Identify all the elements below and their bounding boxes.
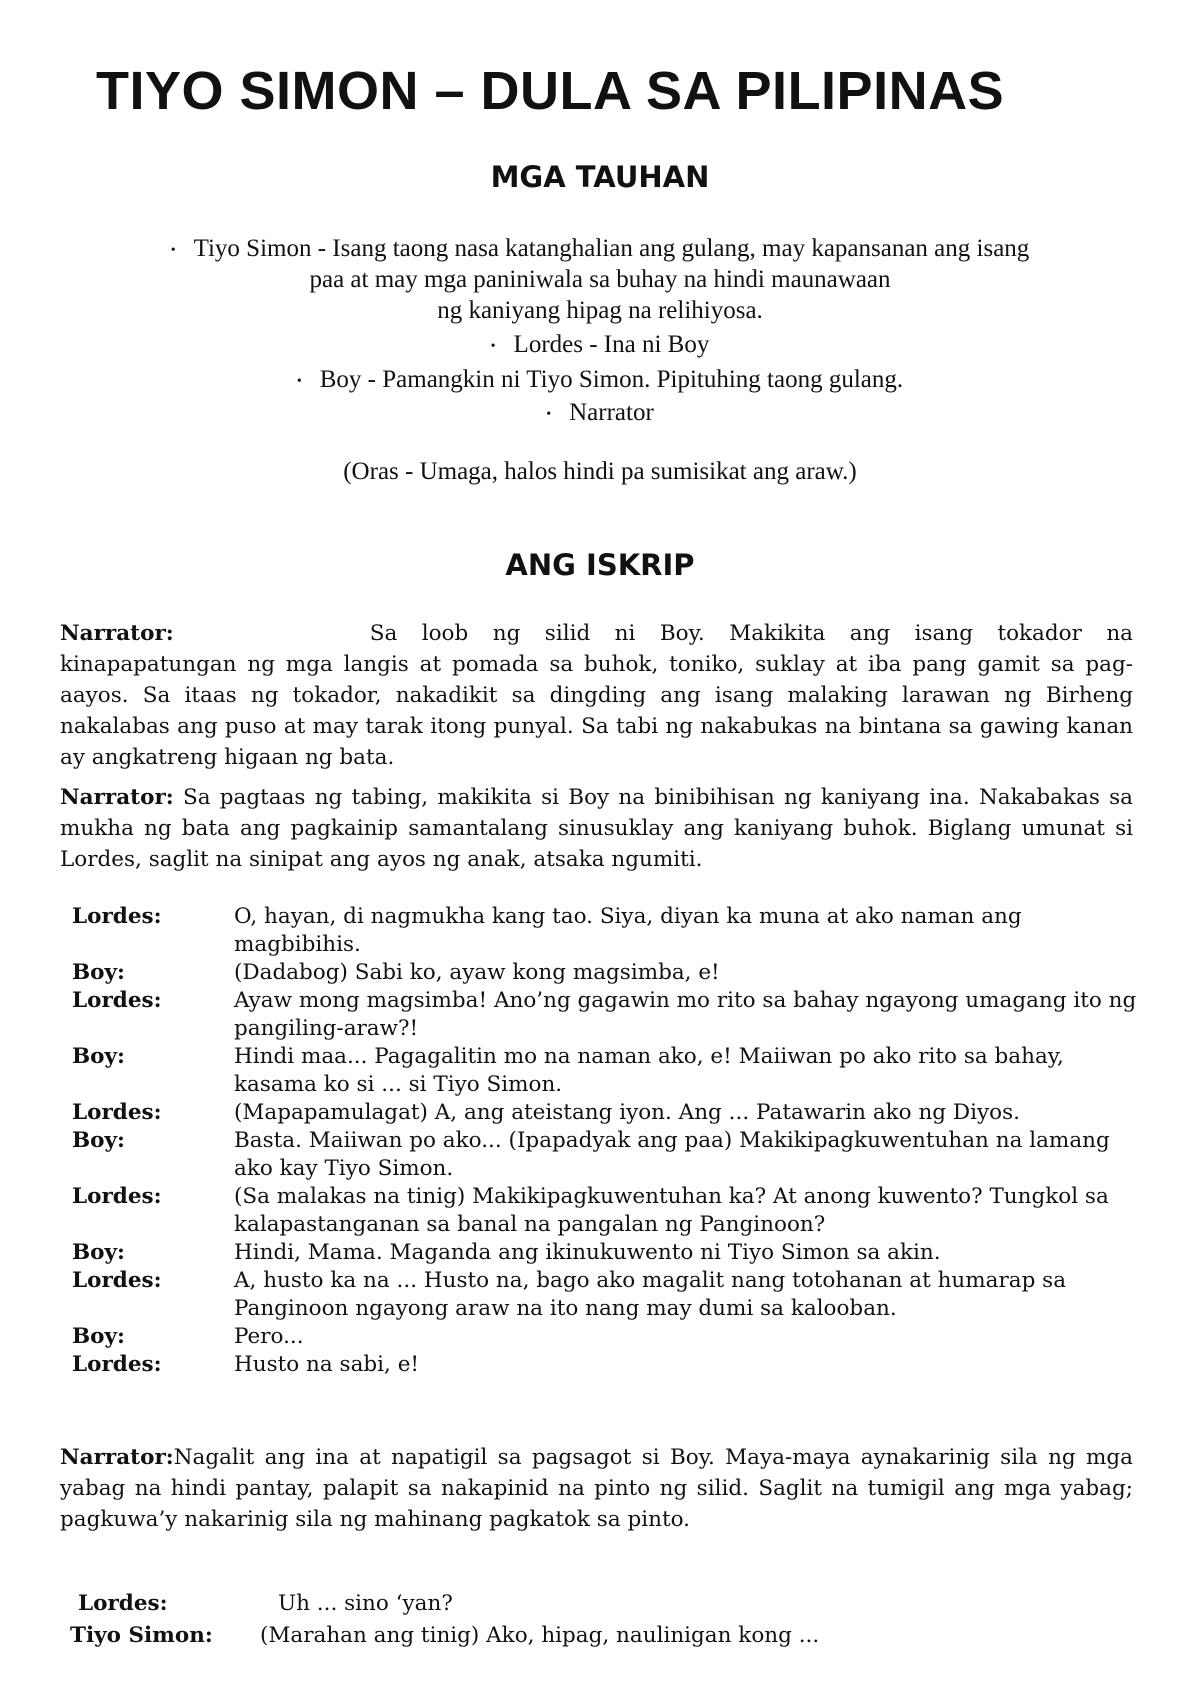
bullet-icon: • (546, 406, 552, 422)
cast-item-tiyo-simon-cont: paa at may mga paniniwala sa buhay na hindi maunawaan (309, 266, 891, 293)
dialogue-row (72, 959, 1152, 987)
document-title: TIYO SIMON – DULA SA PILIPINAS (96, 61, 1005, 121)
dialogue-text: Uh ... sino ‘yan? (278, 1591, 453, 1616)
dialogue-text: Basta. Maiiwan po ako... (Ipapadyak ang paa) Makikipagkuwentuhan na lamang ako kay Tiyo Simon. (234, 1128, 1110, 1181)
speaker-label: Lordes: (72, 1184, 162, 1209)
dialogue-row (72, 1267, 1152, 1323)
cast-item-boy: • Boy - Pamangkin ni Tiyo Simon. Pipituhing taong gulang. (296, 366, 904, 393)
dialogue-text: O, hayan, di nagmukha kang tao. Siya, diyan ka muna at ako naman ang magbibihis. (234, 904, 1022, 957)
dialogue-row (72, 1323, 1152, 1351)
dialogue-text: Ayaw mong magsimba! Ano’ng gagawin mo rito sa bahay ngayong umagang ito ng pangiling-araw?! (234, 988, 1137, 1041)
dialogue-row (72, 1043, 1152, 1099)
speaker-label: Boy: (72, 960, 125, 985)
speaker-label: Lordes: (72, 1352, 162, 1377)
speaker-label: Boy: (72, 1044, 125, 1069)
bullet-icon: • (296, 373, 302, 389)
dialogue-text: Husto na sabi, e! (234, 1352, 420, 1377)
dialogue-text: A, husto ka na ... Husto na, bago ako magalit nang totohanan at humarap sa Panginoon ngayong araw na ito nang may dumi sa kalooban. (234, 1268, 1067, 1321)
dialogue-row (72, 987, 1152, 1043)
cast-heading: MGA TAUHAN (490, 160, 710, 194)
dialogue-text: (Marahan ang tinig) Ako, hipag, naulinigan kong ... (260, 1623, 820, 1648)
script-heading: ANG ISKRIP (505, 548, 695, 582)
dialogue-row (72, 1183, 1152, 1239)
speaker-label: Lordes: (78, 1591, 168, 1616)
dialogue-row (72, 1239, 1152, 1267)
speaker-label: Lordes: (72, 988, 162, 1013)
bullet-icon: • (490, 338, 496, 354)
speaker-label: Lordes: (72, 1268, 162, 1293)
cast-item-narrator: • Narrator (546, 399, 654, 426)
bullet-icon: • (170, 242, 176, 258)
speaker-label: Narrator: (60, 785, 174, 810)
narration-paragraph (60, 618, 1133, 773)
cast-item-tiyo-simon-cont: ng kaniyang hipag na relihiyosa. (437, 297, 763, 324)
speaker-label: Boy: (72, 1324, 125, 1349)
narration-paragraph (60, 782, 1133, 875)
dialogue-text: Pero... (234, 1324, 304, 1349)
narration-text: Sa loob ng silid ni Boy. Makikita ang isang tokador na kinapapatungan ng mga langis at pomada sa buhok, toniko, suklay at iba pang gamit sa pag-aayos. Sa itaas ng tokador, nakadikit sa dingding ang isang malaking larawan ng Birheng nakalabas ang puso at may tarak itong punyal. Sa tabi ng nakabukas na bintana sa gawing kanan ay angkatreng higaan ng bata. (60, 621, 1133, 770)
cast-item-tiyo-simon: • Tiyo Simon - Isang taong nasa katanghalian ang gulang, may kapansanan ang isang (170, 235, 1030, 262)
speaker-label: Lordes: (72, 1100, 162, 1125)
speaker-label: Boy: (72, 1240, 125, 1265)
dialogue-table (72, 903, 1152, 1379)
narration-text: Sa pagtaas ng tabing, makikita si Boy na binibihisan ng kaniyang ina. Nakabakas sa mukha ng bata ang pagkainip samantalang sinusuklay ang kaniyang buhok. Biglang umunat si Lordes, saglit na sinipat ang ayos ng anak, atsaka ngumiti. (60, 785, 1133, 872)
dialogue-text: (Dadabog) Sabi ko, ayaw kong magsimba, e! (234, 960, 720, 985)
closing-line (70, 1620, 1150, 1652)
dialogue-row (72, 1127, 1152, 1183)
speaker-label: Lordes: (72, 904, 162, 929)
speaker-label: Narrator: (60, 1445, 174, 1470)
dialogue-text: Hindi maa... Pagagalitin mo na naman ako, e! Maiiwan po ako rito sa bahay, kasama ko si ... si Tiyo Simon. (234, 1044, 1064, 1097)
speaker-label: Tiyo Simon: (70, 1623, 213, 1648)
dialogue-row (72, 903, 1152, 959)
closing-line (78, 1588, 1158, 1620)
dialogue-row (72, 1099, 1152, 1127)
speaker-label: Boy: (72, 1128, 125, 1153)
narration-text: Nagalit ang ina at napatigil sa pagsagot si Boy. Maya-maya aynakarinig sila ng mga yabag na hindi pantay, palapit sa nakapinid na pinto ng silid. Saglit na tumigil ang mga yabag; pagkuwa’y nakarinig sila ng mahinang pagkatok sa pinto. (60, 1445, 1133, 1532)
dialogue-text: (Mapapamulagat) A, ang ateistang iyon. Ang ... Patawarin ako ng Diyos. (234, 1100, 1020, 1125)
cast-item-lordes: • Lordes - Ina ni Boy (490, 331, 710, 358)
dialogue-text: Hindi, Mama. Maganda ang ikinukuwento ni Tiyo Simon sa akin. (234, 1240, 941, 1265)
dialogue-row (72, 1351, 1152, 1379)
narration-paragraph (60, 1442, 1133, 1535)
speaker-label: Narrator: (60, 621, 174, 646)
time-note: (Oras - Umaga, halos hindi pa sumisikat ang araw.) (343, 458, 857, 485)
dialogue-text: (Sa malakas na tinig) Makikipagkuwentuhan ka? At anong kuwento? Tungkol sa kalapastanganan sa banal na pangalan ng Panginoon? (234, 1184, 1109, 1237)
